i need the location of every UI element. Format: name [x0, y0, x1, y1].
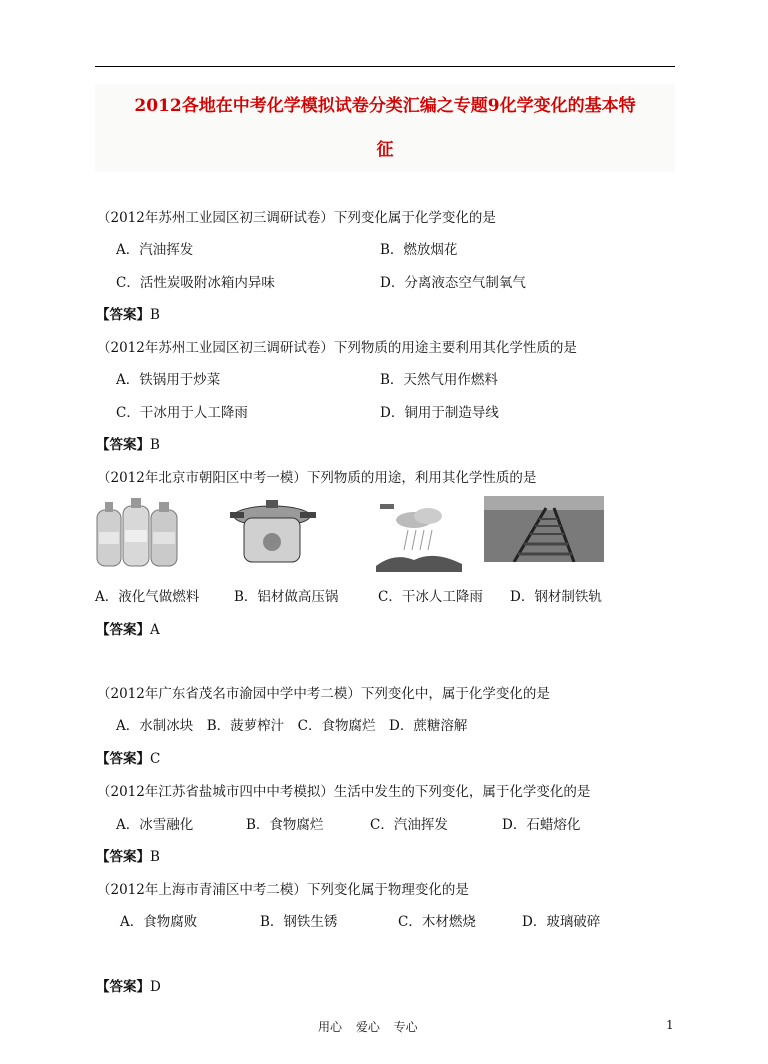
question-5-option-a: A．冰雪融化: [116, 817, 194, 833]
question-3-option-a: A．液化气做燃料: [95, 589, 200, 605]
question-6-option-a: A．食物腐败: [120, 914, 198, 930]
question-2-answer: [96, 433, 160, 453]
question-3-option-d: D．钢材制铁轨: [510, 589, 602, 605]
document-title: [95, 84, 675, 172]
title-line-1: 2012各地在中考化学模拟试卷分类汇编之专题9化学变化的基本特: [134, 96, 636, 116]
question-3-option-b: B．铝材做高压锅: [234, 589, 339, 605]
question-6-option-c: C．木材燃烧: [398, 914, 476, 930]
question-6-stem: （2012年上海市青浦区中考二模）下列变化属于物理变化的是: [97, 882, 469, 898]
question-2-option-b: B．天然气用作燃料: [380, 372, 498, 388]
header-rule: [95, 66, 675, 67]
answer-label: 【答案】: [96, 849, 150, 865]
question-6-answer: [96, 975, 161, 995]
answer-label: 【答案】: [96, 979, 150, 995]
question-1-option-d: D．分离液态空气制氧气: [380, 275, 526, 291]
page-number: 1: [666, 1018, 674, 1032]
question-6-option-d: D．玻璃破碎: [522, 914, 601, 930]
question-2-stem: （2012年苏州工业园区初三调研试卷）下列物质的用途主要利用其化学性质的是: [97, 340, 577, 356]
question-1-stem: （2012年苏州工业园区初三调研试卷）下列变化属于化学变化的是: [97, 210, 496, 226]
answer-label: 【答案】: [96, 622, 150, 638]
question-3-option-c: C．干冰人工降雨: [378, 589, 483, 605]
answer-value: C: [150, 751, 161, 767]
pressure-cooker-image: [228, 496, 320, 572]
gas-cylinders-image: [93, 496, 185, 572]
question-5-stem: （2012年江苏省盐城市四中中考模拟）生活中发生的下列变化，属于化学变化的是: [97, 784, 591, 800]
question-2-option-d: D．铜用于制造导线: [380, 405, 499, 421]
answer-label: 【答案】: [96, 751, 150, 767]
question-5-option-b: B．食物腐烂: [246, 817, 324, 833]
question-2-option-a: A．铁锅用于炒菜: [116, 372, 221, 388]
answer-value: B: [150, 437, 160, 453]
question-1-option-c: C．活性炭吸附冰箱内异味: [116, 275, 275, 291]
question-1-option-b: B．燃放烟花: [380, 242, 458, 258]
answer-label: 【答案】: [96, 307, 150, 323]
title-line-2: 征: [376, 140, 394, 160]
question-4-answer: [96, 747, 160, 767]
railway-track-image: [484, 496, 604, 562]
question-5-answer: [96, 845, 160, 865]
question-4-stem: （2012年广东省茂名市渝园中学中考二模）下列变化中，属于化学变化的是: [97, 686, 550, 702]
question-3-stem: （2012年北京市朝阳区中考一模）下列物质的用途，利用其化学性质的是: [97, 470, 537, 486]
question-3-answer: [96, 618, 160, 638]
question-1-option-a: A．汽油挥发: [116, 242, 194, 258]
question-5-option-d: D．石蜡熔化: [502, 817, 581, 833]
question-5-option-c: C．汽油挥发: [370, 817, 448, 833]
page-footer: 用心 爱心 专心: [318, 1020, 418, 1034]
question-1-answer: [96, 303, 160, 323]
answer-value: D: [150, 979, 161, 995]
answer-value: B: [150, 307, 160, 323]
question-4-options: A．水制冰块 B．菠萝榨汁 C．食物腐烂 D．蔗糖溶解: [116, 718, 468, 734]
answer-value: B: [150, 849, 160, 865]
question-2-option-c: C．干冰用于人工降雨: [116, 405, 248, 421]
dry-ice-rain-image: [374, 496, 464, 572]
answer-value: A: [150, 622, 160, 638]
answer-label: 【答案】: [96, 437, 150, 453]
question-6-option-b: B．钢铁生锈: [260, 914, 338, 930]
